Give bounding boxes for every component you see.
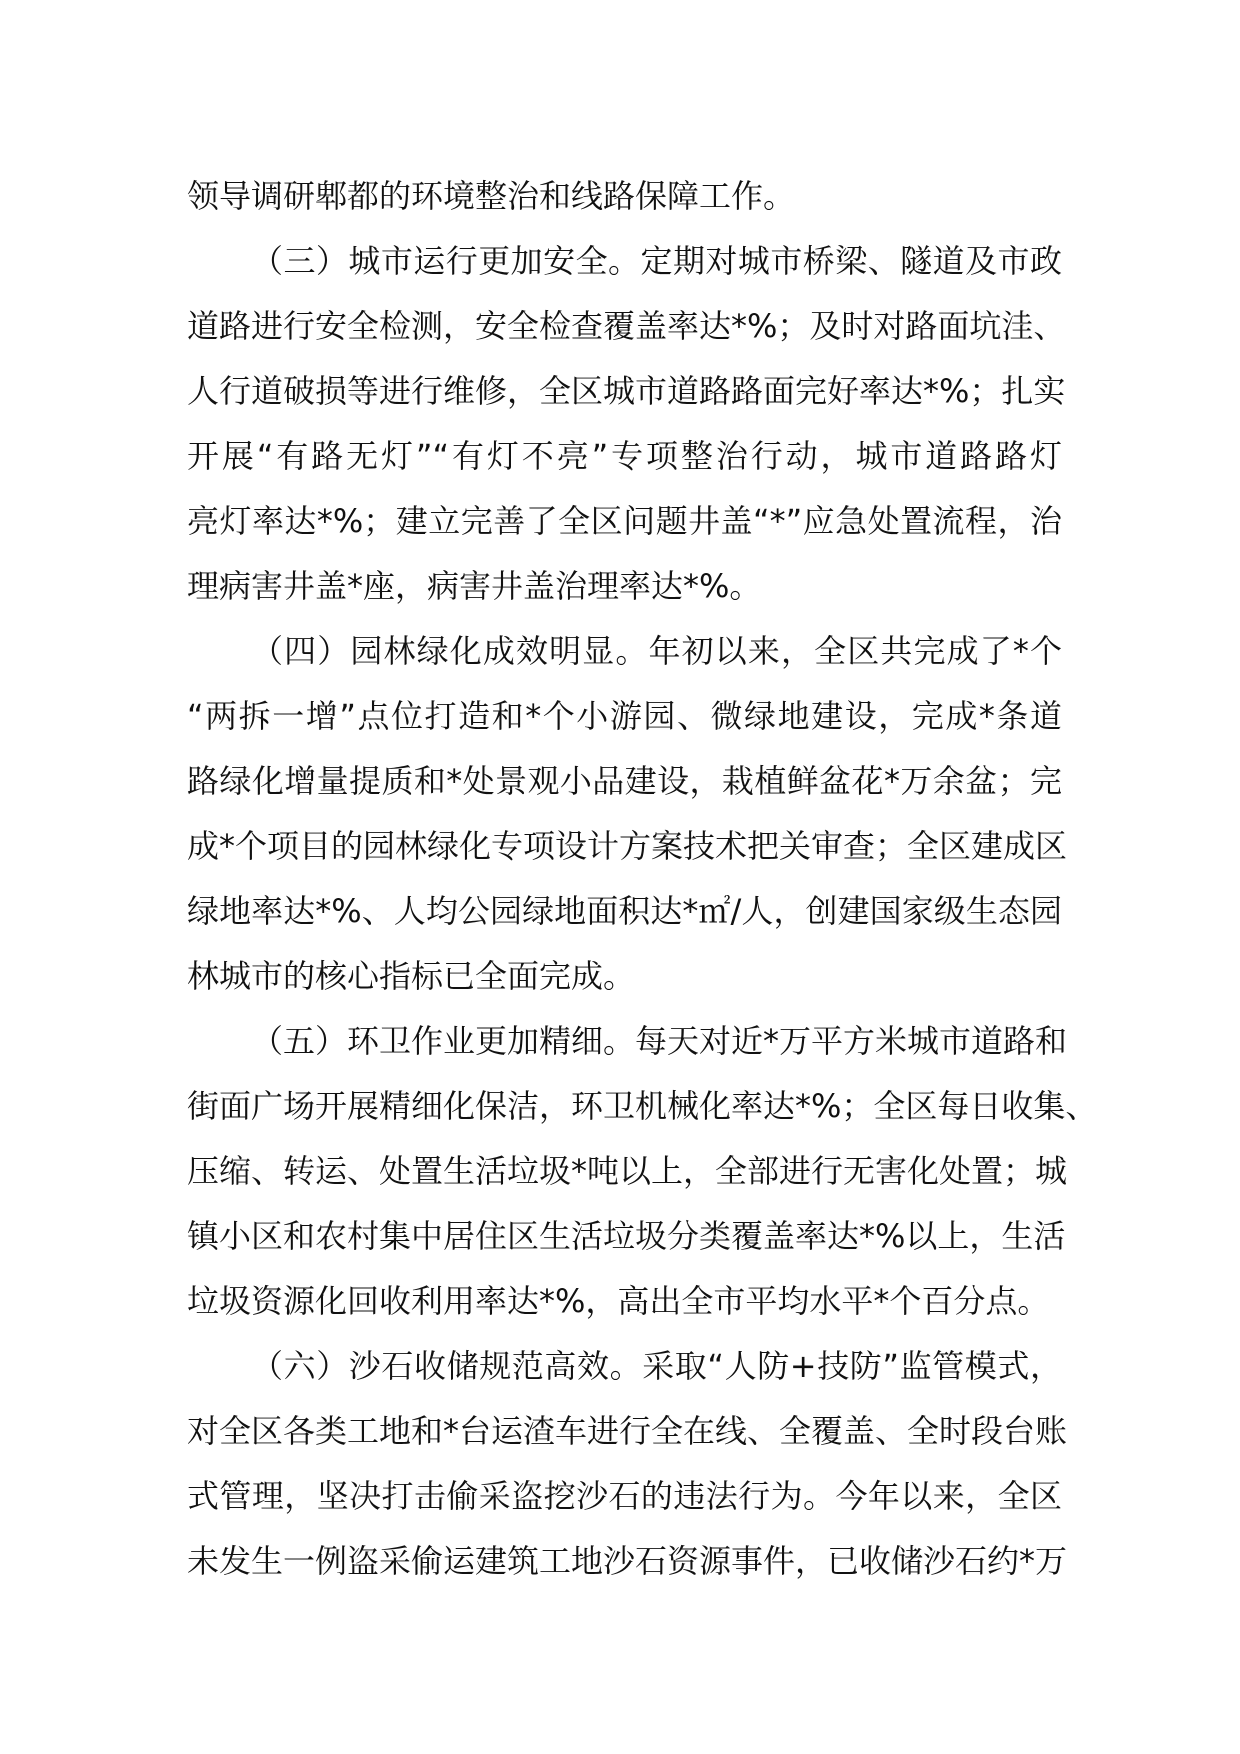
text-line: 亮灯率达*%；建立完善了全区问题井盖“*”应急处置流程，治 [187,502,1062,540]
text-line: 式管理，坚决打击偷采盗挖沙石的违法行为。今年以来，全区 [187,1477,1062,1515]
text-line: 理病害井盖*座，病害井盖治理率达*%。 [187,567,762,605]
text-line: 压缩、转运、处置生活垃圾*吨以上，全部进行无害化处置；城 [187,1152,1068,1190]
text-line: 对全区各类工地和*台运渣车进行全在线、全覆盖、全时段台账 [187,1412,1068,1450]
section-heading-line: （六）沙石收储规范高效。采取“人防+技防”监管模式， [251,1347,1062,1385]
text-line: 林城市的核心指标已全面完成。 [187,957,636,995]
text-line: 道路进行安全检测，安全检查覆盖率达*%；及时对路面坑洼、 [187,307,1066,345]
text-line: 绿地率达*%、人均公园绿地面积达*㎡/人，创建国家级生态园 [187,892,1062,930]
text-line: 街面广场开展精细化保洁，环卫机械化率达*%；全区每日收集、 [187,1087,1098,1125]
text-line: 成*个项目的园林绿化专项设计方案技术把关审查；全区建成区 [187,827,1068,865]
text-line: 垃圾资源化回收利用率达*%，高出全市平均水平*个百分点。 [187,1282,1050,1320]
text-line: 未发生一例盗采偷运建筑工地沙石资源事件，已收储沙石约*万 [187,1542,1068,1580]
document-body [187,164,1098,1594]
text-line: 路绿化增量提质和*处景观小品建设，栽植鲜盆花*万余盆；完 [187,762,1062,800]
text-line: 人行道破损等进行维修，全区城市道路路面完好率达*%；扎实 [187,372,1066,410]
text-line: 镇小区和农村集中居住区生活垃圾分类覆盖率达*%以上，生活 [187,1217,1066,1255]
text-line: 开展“有路无灯”“有灯不亮”专项整治行动，城市道路路灯 [187,437,1062,475]
section-heading-line: （五）环卫作业更加精细。每天对近*万平方米城市道路和 [251,1022,1068,1060]
section-heading-line: （四）园林绿化成效明显。年初以来，全区共完成了*个 [251,632,1062,670]
text-line: 领导调研郫都的环境整治和线路保障工作。 [187,177,796,215]
section-heading-line: （三）城市运行更加安全。定期对城市桥梁、隧道及市政 [251,242,1062,280]
text-line: “两拆一增”点位打造和*个小游园、微绿地建设，完成*条道 [187,697,1062,735]
